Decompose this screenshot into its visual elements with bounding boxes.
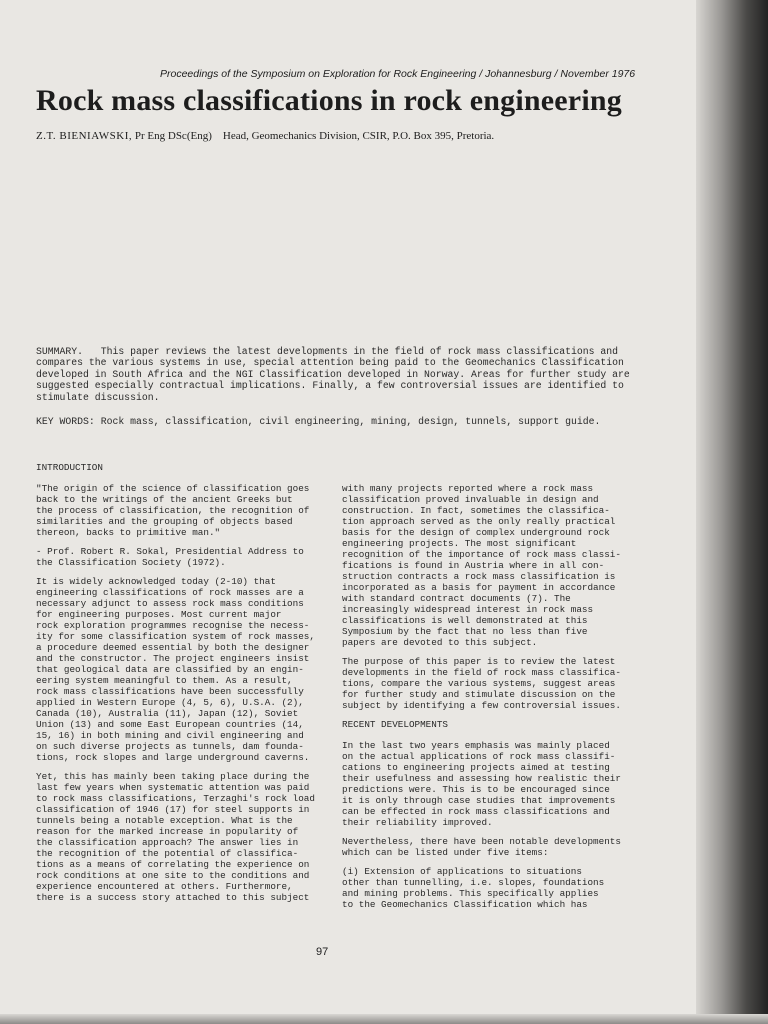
body-paragraph <box>36 546 332 568</box>
text-line: applied in Western Europe (4, 5, 6), U.S.A. (2), <box>36 697 304 708</box>
summary-line: suggested especially contractual implications. Finally, a few controversial issues are identified to <box>36 380 624 392</box>
text-line: that geological data are classified by an engin- <box>36 664 304 675</box>
paper-title: Rock mass classifications in rock engineering <box>36 84 622 117</box>
page-number: 97 <box>316 946 329 958</box>
text-line: the recognition of the potential of classifica- <box>36 848 299 859</box>
text-line: with many projects reported where a rock mass <box>342 483 594 494</box>
text-line: necessary adjunct to assess rock mass conditions <box>36 598 304 609</box>
body-paragraph <box>36 771 332 903</box>
author-credentials: Pr Eng DSc(Eng) <box>134 130 212 142</box>
text-line: classifications is well demonstrated at this <box>342 615 588 626</box>
text-line: their usefulness and assessing how realistic their <box>342 773 621 784</box>
text-line: to the Geomechanics Classification which has <box>342 899 588 910</box>
text-line: similarities and the grouping of objects based <box>36 516 293 527</box>
text-line: classification proved invaluable in design and <box>342 494 599 505</box>
page-bottom-shadow <box>0 1014 768 1024</box>
right-column <box>342 483 642 918</box>
text-line: rock conditions at one site to the conditions and <box>36 870 310 881</box>
keywords-label: KEY WORDS: <box>36 416 95 427</box>
text-line: ity for some classification system of rock masses, <box>36 631 315 642</box>
text-line: - Prof. Robert R. Sokal, Presidential Address to <box>36 546 304 557</box>
summary-line: SUMMARY. This paper reviews the latest developments in the field of rock mass classifications and <box>36 346 619 357</box>
text-line: tions, rock slopes and large underground caverns. <box>36 752 310 763</box>
text-line: Union (13) and some East European countries (14, <box>36 719 304 730</box>
body-paragraph <box>342 740 642 828</box>
summary-line: stimulate discussion. <box>36 391 160 403</box>
text-line: reason for the marked increase in popularity of <box>36 826 299 837</box>
text-line: construction. In fact, sometimes the classifica- <box>342 505 610 516</box>
left-column <box>36 462 332 911</box>
text-line: Yet, this has mainly been taking place during the <box>36 771 310 782</box>
text-line: subject by identifying a few controversial issues. <box>342 700 621 711</box>
text-line: eering system meaningful to them. As a result, <box>36 675 293 686</box>
text-line: for engineering purposes. Most current major <box>36 609 282 620</box>
text-line: thereon, backs to primitive man." <box>36 527 221 538</box>
text-line: classification of 1946 (17) for steel supports in <box>36 804 310 815</box>
text-line: can be effected in rock mass classifications and <box>342 806 610 817</box>
text-line: tunnels being a notable exception. What is the <box>36 815 293 826</box>
text-line: In the last two years emphasis was mainly placed <box>342 740 610 751</box>
text-line: and the constructor. The project engineers insist <box>36 653 310 664</box>
summary-line: compares the various systems in use, special attention being paid to the Geomechanics Classification <box>36 357 624 369</box>
text-line: their reliability improved. <box>342 817 493 828</box>
text-line: It is widely acknowledged today (2-10) that <box>36 576 276 587</box>
text-line: the Classification Society (1972). <box>36 557 226 568</box>
text-line: last few years when systematic attention was paid <box>36 782 310 793</box>
text-line: cations to engineering projects aimed at testing <box>342 762 610 773</box>
text-line: Nevertheless, there have been notable developments <box>342 836 621 847</box>
right-paragraphs-2 <box>342 740 642 910</box>
text-line: to rock mass classifications, Terzaghi's rock load <box>36 793 315 804</box>
text-line: developments in the field of rock mass classifica- <box>342 667 621 678</box>
left-paragraphs <box>36 483 332 903</box>
author-name: Z.T. BIENIAWSKI, <box>36 130 133 142</box>
text-line: on such diverse projects as tunnels, dam founda- <box>36 741 304 752</box>
text-line: incorporated as a basis for payment in accordance <box>342 582 616 593</box>
text-line: fications is found in Austria where in all con- <box>342 560 605 571</box>
text-line: a procedure deemed essential by both the designer <box>36 642 310 653</box>
section-heading: INTRODUCTION <box>36 462 103 473</box>
text-line: struction contracts a rock mass classification is <box>342 571 616 582</box>
body-paragraph <box>36 576 332 763</box>
text-line: rock exploration programmes recognise the necess- <box>36 620 310 631</box>
text-line: (i) Extension of applications to situations <box>342 866 582 877</box>
text-line: Canada (10), Australia (11), Japan (12), Soviet <box>36 708 299 719</box>
author-line <box>36 130 676 142</box>
summary-label: SUMMARY. <box>36 346 84 357</box>
text-line: basis for the design of complex underground rock <box>342 527 610 538</box>
text-line: engineering projects. The most significant <box>342 538 577 549</box>
text-line: back to the writings of the ancient Greeks but <box>36 494 293 505</box>
page-edge-shadow <box>696 0 768 1024</box>
body-paragraph <box>342 836 642 858</box>
text-line: which can be listed under five items: <box>342 847 549 858</box>
section-heading: RECENT DEVELOPMENTS <box>342 719 449 730</box>
body-paragraph <box>36 483 332 538</box>
keywords-block <box>36 416 696 427</box>
summary-line: developed in South Africa and the NGI Classification developed in Norway. Areas for further study are <box>36 368 630 380</box>
author-affiliation: Head, Geomechanics Division, CSIR, P.O. Box 395, Pretoria. <box>222 130 495 142</box>
proceedings-line: Proceedings of the Symposium on Exploration for Rock Engineering / Johannesburg / November 1976 <box>160 68 636 80</box>
text-line: tions, compare the various systems, suggest areas <box>342 678 616 689</box>
body-paragraph <box>342 866 642 910</box>
text-line: 15, 16) in both mining and civil engineering and <box>36 730 304 741</box>
body-paragraph <box>342 483 642 648</box>
text-line: rock mass classifications have been successfully <box>36 686 304 697</box>
text-line: predictions were. This is to be encouraged since <box>342 784 610 795</box>
text-line: on the actual applications of rock mass classifi- <box>342 751 616 762</box>
text-line: Symposium by the fact that no less than five <box>342 626 588 637</box>
text-line: tion approach served as the only really practical <box>342 516 616 527</box>
text-line: papers are devoted to this subject. <box>342 637 538 648</box>
text-line: experience encountered at others. Furthermore, <box>36 881 293 892</box>
text-line: and mining problems. This specifically applies <box>342 888 599 899</box>
body-paragraph <box>342 656 642 711</box>
text-line: it is only through case studies that improvements <box>342 795 616 806</box>
keywords-text: Rock mass, classification, civil engineering, mining, design, tunnels, support guide. <box>100 416 601 427</box>
text-line: the process of classification, the recognition of <box>36 505 310 516</box>
text-line: for further study and stimulate discussion on the <box>342 689 616 700</box>
summary-block <box>36 346 696 403</box>
text-line: other than tunnelling, i.e. slopes, foundations <box>342 877 605 888</box>
text-line: with standard contract documents (7). The <box>342 593 571 604</box>
right-paragraphs <box>342 483 642 711</box>
text-line: tions as a means of correlating the experience on <box>36 859 310 870</box>
text-line: The purpose of this paper is to review the latest <box>342 656 616 667</box>
text-line: there is a success story attached to this subject <box>36 892 310 903</box>
text-line: recognition of the importance of rock mass classi- <box>342 549 621 560</box>
text-line: "The origin of the science of classification goes <box>36 483 310 494</box>
text-line: engineering classifications of rock masses are a <box>36 587 304 598</box>
text-line: the classification approach? The answer lies in <box>36 837 299 848</box>
text-line: increasingly widespread interest in rock mass <box>342 604 594 615</box>
